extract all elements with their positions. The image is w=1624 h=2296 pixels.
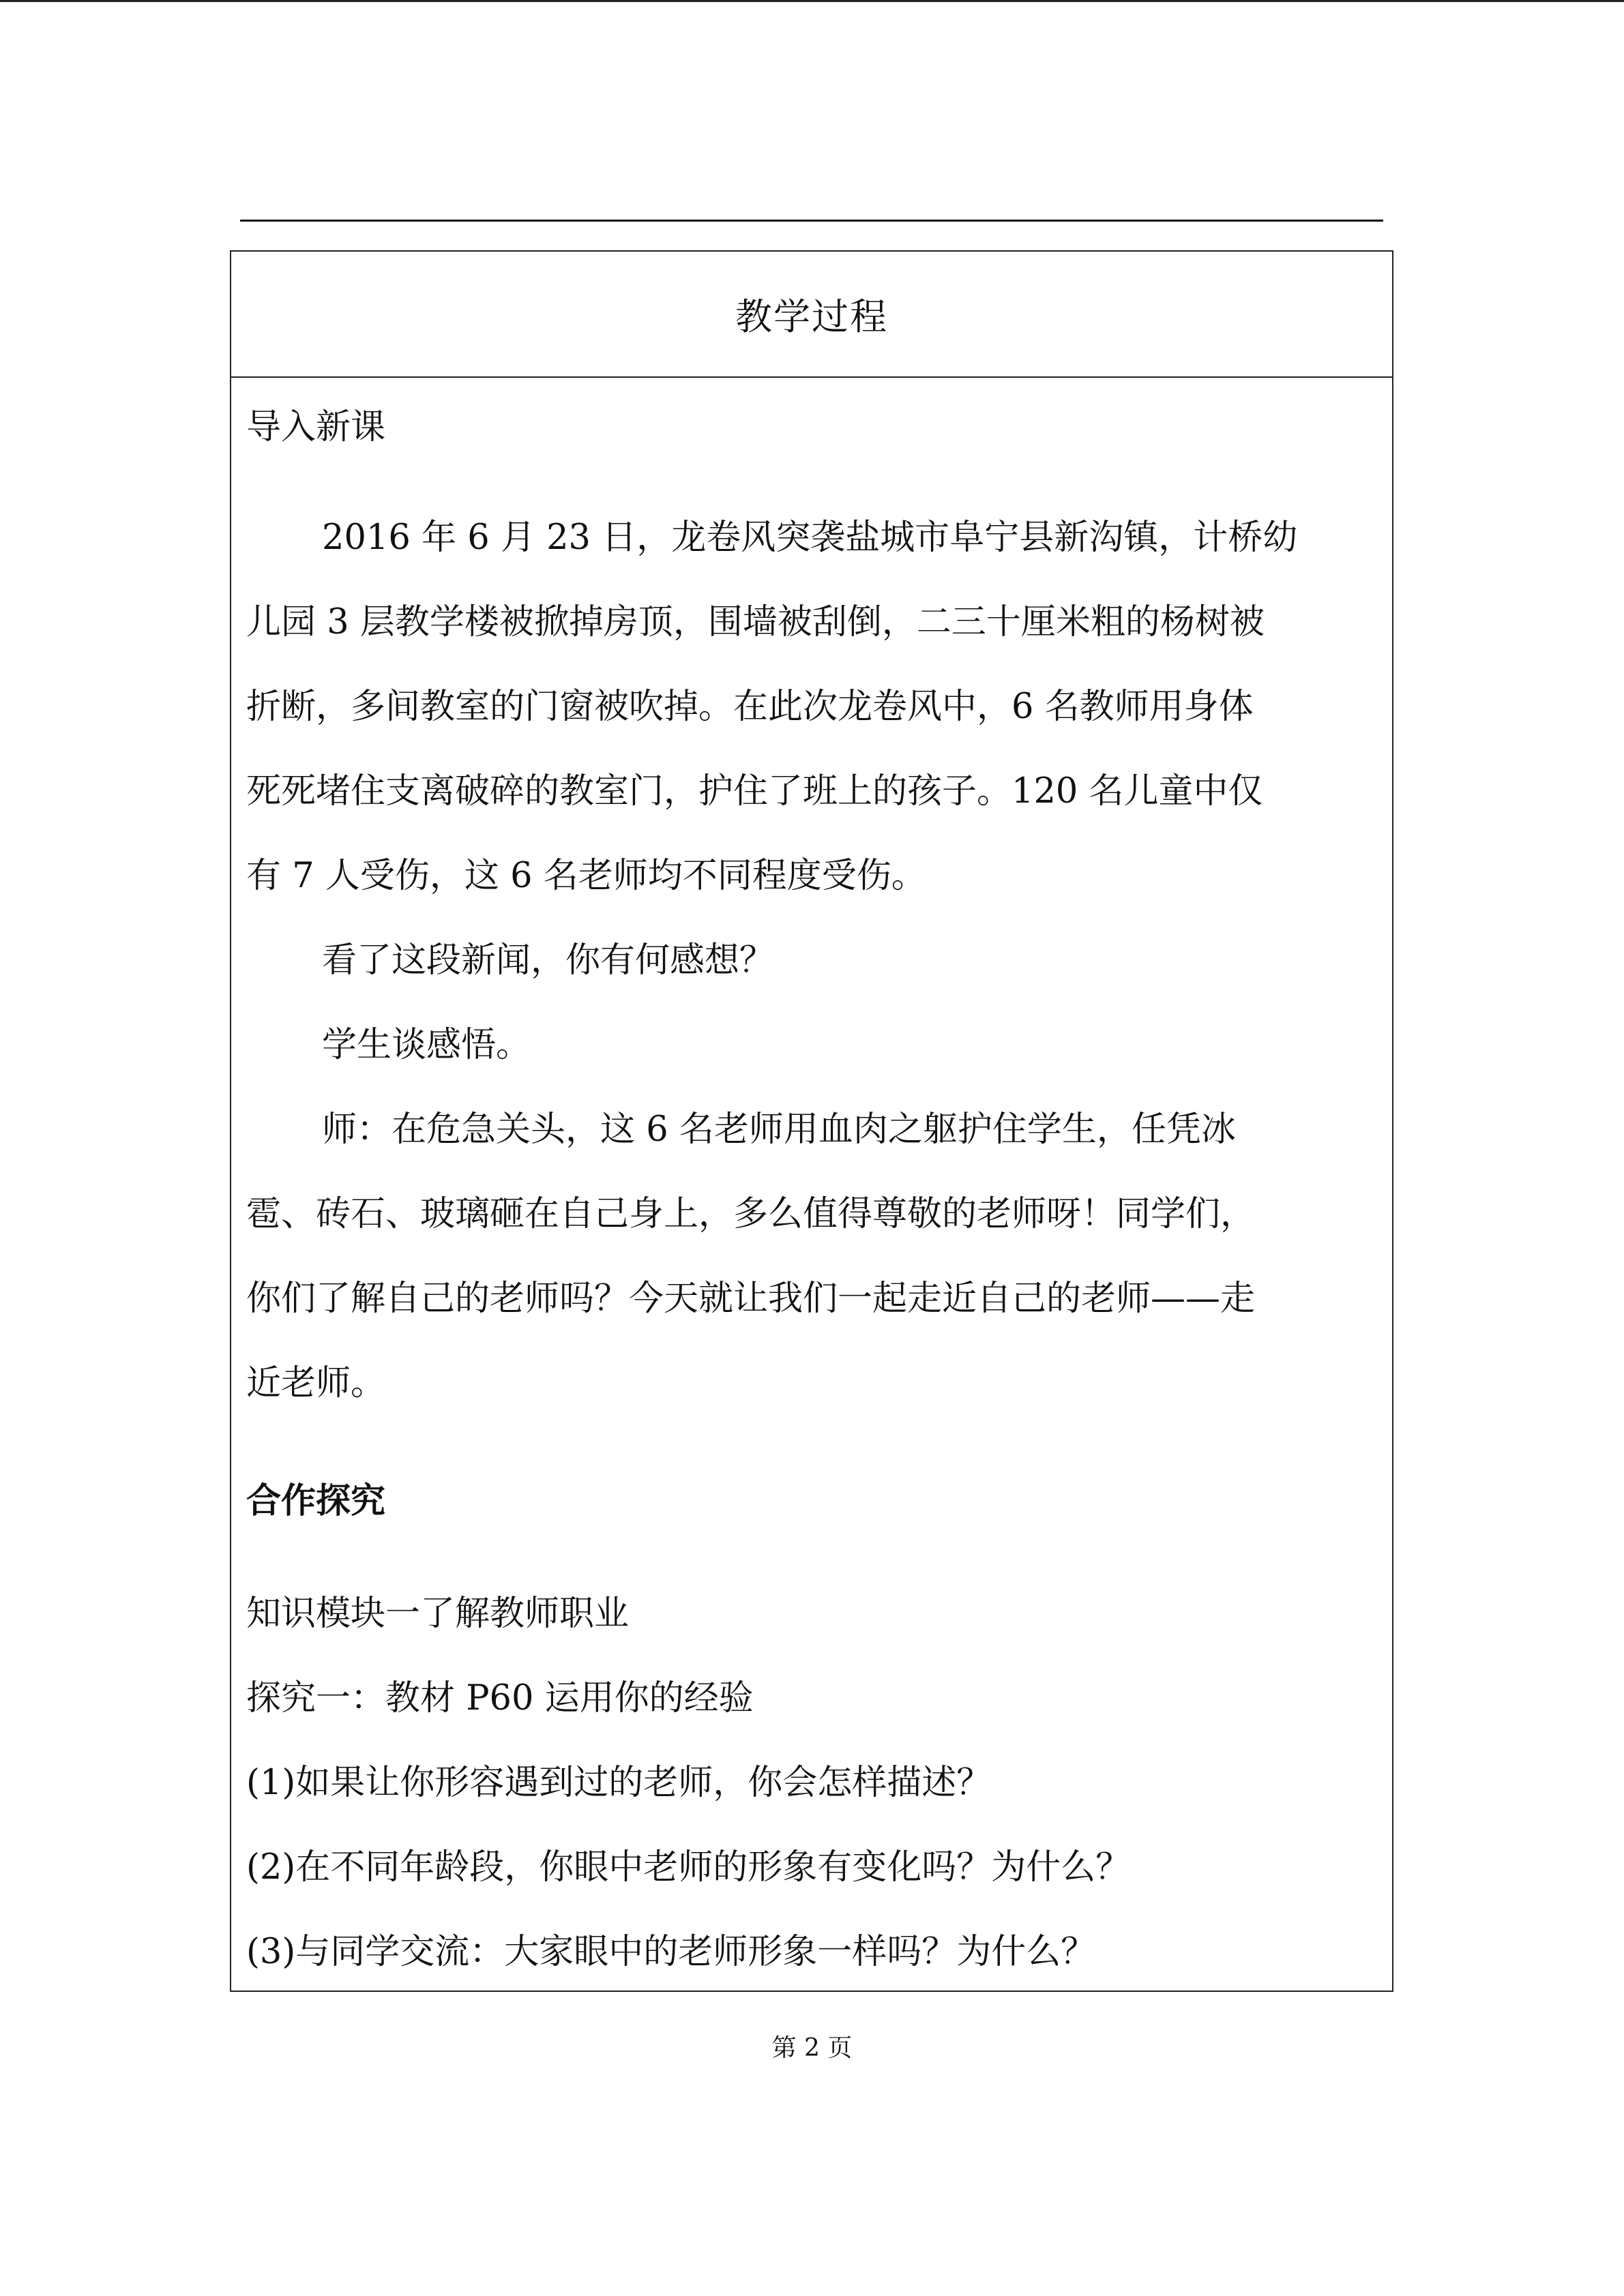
explore-heading: 合作探究 <box>246 1481 386 1521</box>
intro-question: 看了这段新闻，你有何感想？ <box>322 940 775 981</box>
intro-paragraph-line-2: 儿园 3 层教学楼被掀掉房顶，围墙被刮倒，二三十厘米粗的杨树被 <box>246 602 1265 642</box>
teacher-line-3: 你们了解自己的老师吗？今天就让我们一起走近自己的老师——走 <box>246 1279 1256 1319</box>
inquiry-item-1: (1)如果让你形容遇到过的老师，你会怎样描述？ <box>246 1763 992 1803</box>
inquiry-item-3: (3)与同学交流：大家眼中的老师形象一样吗？为什么？ <box>246 1932 1096 1972</box>
inquiry-title: 探究一：教材 P60 运用你的经验 <box>246 1678 754 1718</box>
lesson-table <box>230 250 1393 1992</box>
intro-paragraph-line-3: 折断，多间教室的门窗被吹掉。在此次龙卷风中，6 名教师用身体 <box>246 687 1254 727</box>
teacher-line-1: 师：在危急关头，这 6 名老师用血肉之躯护住学生，任凭冰 <box>322 1109 1236 1150</box>
teacher-line-4: 近老师。 <box>246 1363 386 1403</box>
intro-heading: 导入新课 <box>246 407 386 447</box>
intro-student-response: 学生谈感悟。 <box>322 1025 531 1065</box>
intro-paragraph-line-5: 有 7 人受伤，这 6 名老师均不同程度受伤。 <box>246 856 926 896</box>
table-header <box>231 252 1392 378</box>
inquiry-item-2: (2)在不同年龄段，你眼中老师的形象有变化吗？为什么？ <box>246 1847 1131 1888</box>
page-number: 第 2 页 <box>771 2034 853 2062</box>
knowledge-module-title: 知识模块一了解教师职业 <box>246 1594 630 1634</box>
teacher-line-2: 雹、砖石、玻璃砸在自己身上，多么值得尊敬的老师呀！同学们， <box>246 1194 1256 1234</box>
intro-paragraph-line-4: 死死堵住支离破碎的教室门，护住了班上的孩子。120 名儿童中仅 <box>246 771 1263 811</box>
header-rule <box>240 220 1383 222</box>
page-top-border <box>0 0 1624 2</box>
intro-paragraph-line-1: 2016 年 6 月 23 日，龙卷风突袭盐城市阜宁县新沟镇，计桥幼 <box>322 518 1298 558</box>
table-title: 教学过程 <box>735 295 888 338</box>
